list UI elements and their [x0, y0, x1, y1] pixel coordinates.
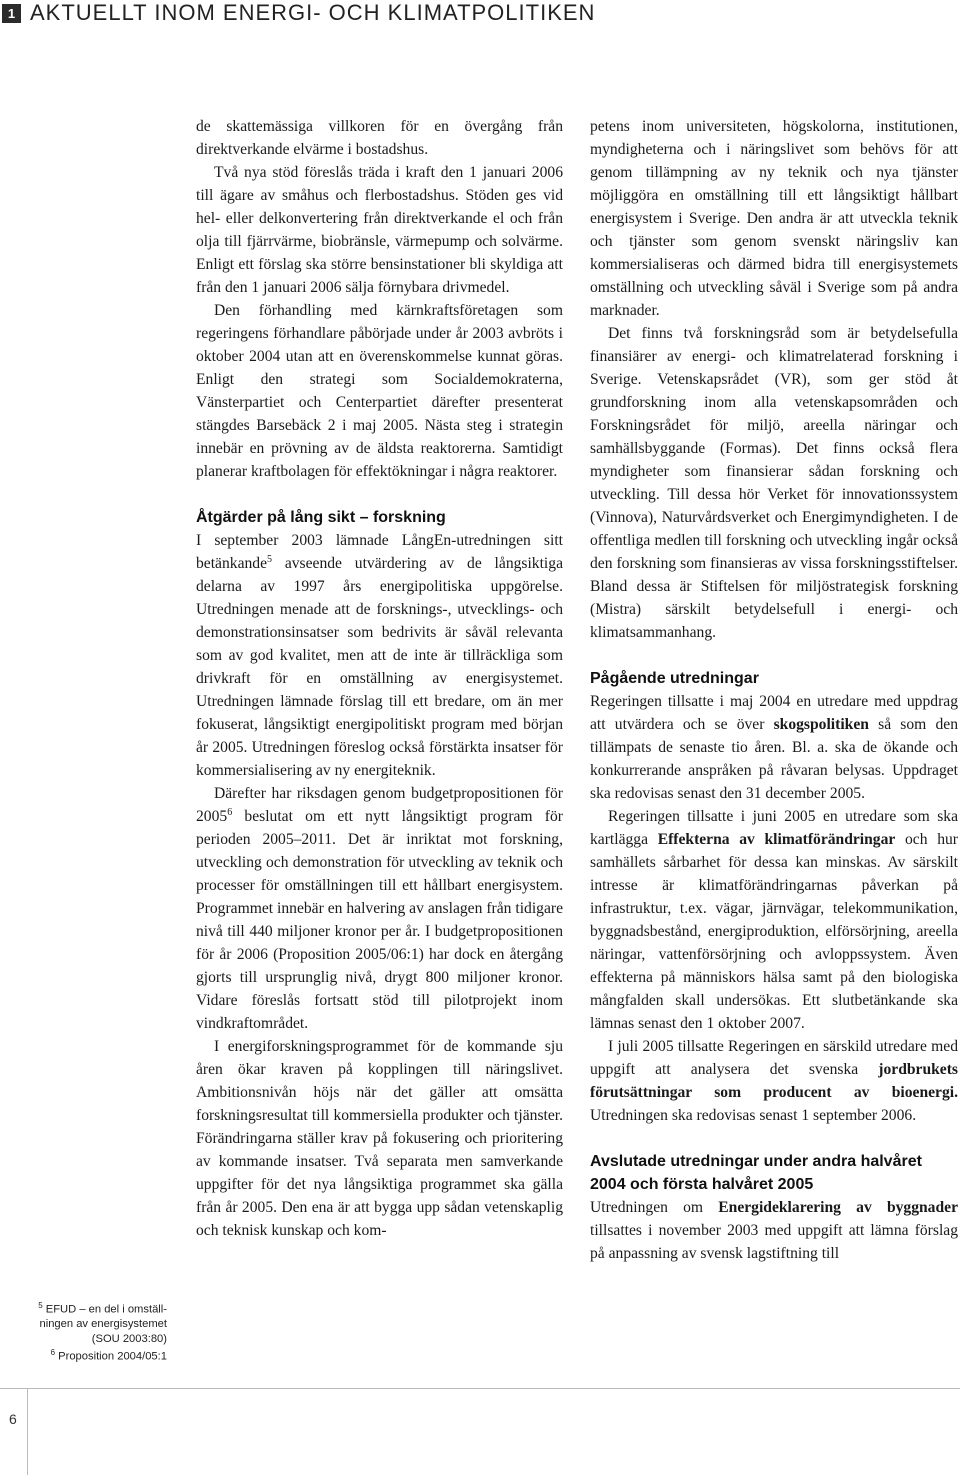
text-run: Därefter har riksdagen genom budgetpropositionen för 2005 [196, 785, 563, 825]
section-heading: Åtgärder på lång sikt – forskning [196, 509, 446, 526]
text-run: Utredningen ska redovisas senast 1 september 2006. [590, 1107, 917, 1124]
paragraph: Den förhandling med kärnkraftsföretagen som regeringens förhandlare påbörjade under år 2003 avbröts i oktober 2004 utan att en överenskommelse kunnat göras. Enligt den strategi som Socialdemokraterna, Vänsterpartiet och Centerpartiet därefter presenterat stängdes Barsebäck 2 i maj 2005. Nästa steg i strategin innebär en prövning av de äldsta reaktorerna. Samtidigt planerar kraftbolagen för effektökningar i några reaktorer. [196, 302, 563, 480]
paragraph [590, 805, 958, 1035]
footnote-5 [7, 1299, 167, 1317]
text-run: och hur samhällets sårbarhet för dessa kan minskas. Av särskilt intresse är klimatförändringarnas påverkan på infrastruktur, t.ex. vägar, järnvägar, telekommunikation, byggnadsbestånd, energiproduktion, elförsörjning, areella näringar, vattenförsörjning och avloppssystem. Även effekterna på människors hälsa samt på den biologiska mångfalden skall undersökas. Ett slutbetänkande ska lämnas senast den 1 oktober 2007. [590, 831, 958, 1032]
middle-column [196, 115, 563, 1242]
footer-divider [0, 1388, 960, 1389]
footnote-6 [7, 1346, 167, 1364]
footnote-5-line3: (SOU 2003:80) [91, 1332, 167, 1345]
paragraph: Det finns två forskningsråd som är betydelsefulla finansiärer av energi- och klimatrelaterad forskning i Sverige. Vetenskapsrådet (VR), som ger stöd åt grundforskning inom alla vetenskapsområden och Forskningsrådet för miljö, areella näringar och samhällsbyggande (Formas). Det finns också flera myndigheter som finansierar sådan forskning och utveckling. Till dessa hör Verket för innovationssystem (Vinnova), Naturvårdsverket och Energimyndigheten. I de offentliga medlen till forskning och utveckling ingår också den forskning som finansieras av vissa forskningsstiftelser. Bland dessa är Stiftelsen för miljöstrategisk forskning (Mistra) särskilt betydelsefull i energi- och klimatsammanhang. [590, 325, 958, 641]
text-run: tillsattes i november 2003 med uppgift att lämna förslag på anpassning av svensk lagstiftning till [590, 1222, 958, 1262]
emphasis: Effekterna av klimatförändringar [657, 831, 896, 848]
text-run: Utredningen om [590, 1199, 719, 1216]
paragraph [196, 529, 563, 782]
page-number-divider [27, 1388, 28, 1475]
chapter-number-badge: 1 [2, 4, 21, 23]
paragraph: petens inom universiteten, högskolorna, institutionen, myndigheterna och i näringslivet som behövs för att genom tillämpning av ny teknik och nya tjänster möjliggöra en omställning till ett långsiktigt hållbart energisystem i Sverige. Den andra är att utveckla teknik och tjänster som genom svenskt näringsliv kan kommersialiseras och därmed bidra till energisystemets omställning och utveckling såväl i Sverige som på andra marknader. [590, 118, 958, 319]
footnote-ref-6: 6 [227, 806, 233, 818]
emphasis: Energideklarering av byggnader [718, 1199, 958, 1216]
page-number: 6 [9, 1411, 17, 1427]
footnote-5-mark: 5 [38, 1301, 43, 1310]
paragraph: de skattemässiga villkoren för en övergång från direktverkande elvärme i bostadshus. [196, 118, 563, 158]
paragraph [590, 690, 958, 805]
text-run: Regeringen tillsatte i maj 2004 en utredare med uppdrag att utvärdera och se över [590, 693, 958, 733]
footnotes [7, 1299, 167, 1364]
footnote-ref-5: 5 [267, 553, 273, 565]
paragraph: I energiforskningsprogrammet för de kommande sju åren ökar kraven på kopplingen till näringslivet. Ambitionsnivån höjs när det gäller att omsätta forskningsresultat till kommersiella produkter och tjänster. Förändringarna ställer krav på fokusering och prioritering av kommande insatser. Två separata men samverkande uppgifter för det nya långsiktiga programmet ska gälla från år 2005. Den ena är att bygga upp sådan vetenskaplig och teknisk kunskap och kom- [196, 1038, 563, 1239]
paragraph [590, 1196, 958, 1265]
footnote-5-text: EFUD – en del i omställ- [45, 1303, 167, 1316]
section-heading: Avslutade utredningar under andra halvåret 2004 och första halvåret 2005 [590, 1153, 922, 1193]
footnote-6-text: Proposition 2004/05:1 [58, 1350, 167, 1363]
chapter-title: AKTUELLT INOM ENERGI- OCH KLIMATPOLITIKEN [30, 0, 596, 25]
emphasis: jordbrukets förutsättningar som producent av bioenergi. [590, 1061, 958, 1101]
text-run: beslutat om ett nytt långsiktigt program för perioden 2005–2011. Det är inriktat mot forskning, utveckling och demonstration för utveckling av teknik och processer för omställningen till ett hållbart energisystem. Programmet innebär en halvering av anslagen från tidigare nivå till 440 miljoner kronor per år. I budgetpropositionen för år 2006 (Proposition 2005/06:1) har dock en återgång gjorts till ursprunglig nivå, drygt 800 miljoner kronor. Vidare föreslås fortsatt stöd till pilotprojekt inom vindkraftområdet. [196, 808, 563, 1032]
footnote-6-mark: 6 [50, 1348, 56, 1358]
text-run: så som den tillämpats de senaste tio åren. Bl. a. ska de ökande och konkurrerande anspråken på råvaran belysas. Uppdraget ska redovisas senast den 31 december 2005. [590, 716, 958, 802]
paragraph [590, 1035, 958, 1127]
text-run: Regeringen tillsatte i juni 2005 en utredare som ska kartlägga [590, 808, 958, 848]
section-heading: Pågående utredningar [590, 670, 759, 687]
right-column [590, 115, 958, 1265]
emphasis: skogspolitiken [773, 716, 869, 733]
text-run: I september 2003 lämnade LångEn-utredningen sitt betänkande [196, 532, 563, 572]
paragraph: Två nya stöd föreslås träda i kraft den 1 januari 2006 till ägare av småhus och flerbostadshus. Stöden ges vid hel- eller delkonvertering från direktverkande el och från olja till fjärrvärme, biobränsle, värmepump och solvärme. Enligt ett förslag ska större bensinstationer bli skyldiga att från den 1 januari 2006 sälja förnybara drivmedel. [196, 164, 563, 296]
footnote-5-line2: ningen av energisystemet [39, 1318, 167, 1331]
text-run: I juli 2005 tillsatte Regeringen en särskild utredare med uppgift att analysera det svenska [590, 1038, 958, 1078]
paragraph [196, 782, 563, 1035]
text-run: avseende utvärdering av de långsiktiga delarna av 1997 års energipolitiska uppgörelse. Utredningen menade att de forsknings-, utvecklings- och demonstrationsinsatser som bedrivits är såväl relevanta som av god kvalitet, men att de inte är tillräckliga som drivkraft för en omställning av energisystemet. Utredningen lämnade förslag till ett bredare, om än mer fokuserat, långsiktigt energipolitiskt program med början år 2005. Utredningen föreslog också förstärkta insatser för kommersialisering av ny energiteknik. [196, 555, 563, 779]
